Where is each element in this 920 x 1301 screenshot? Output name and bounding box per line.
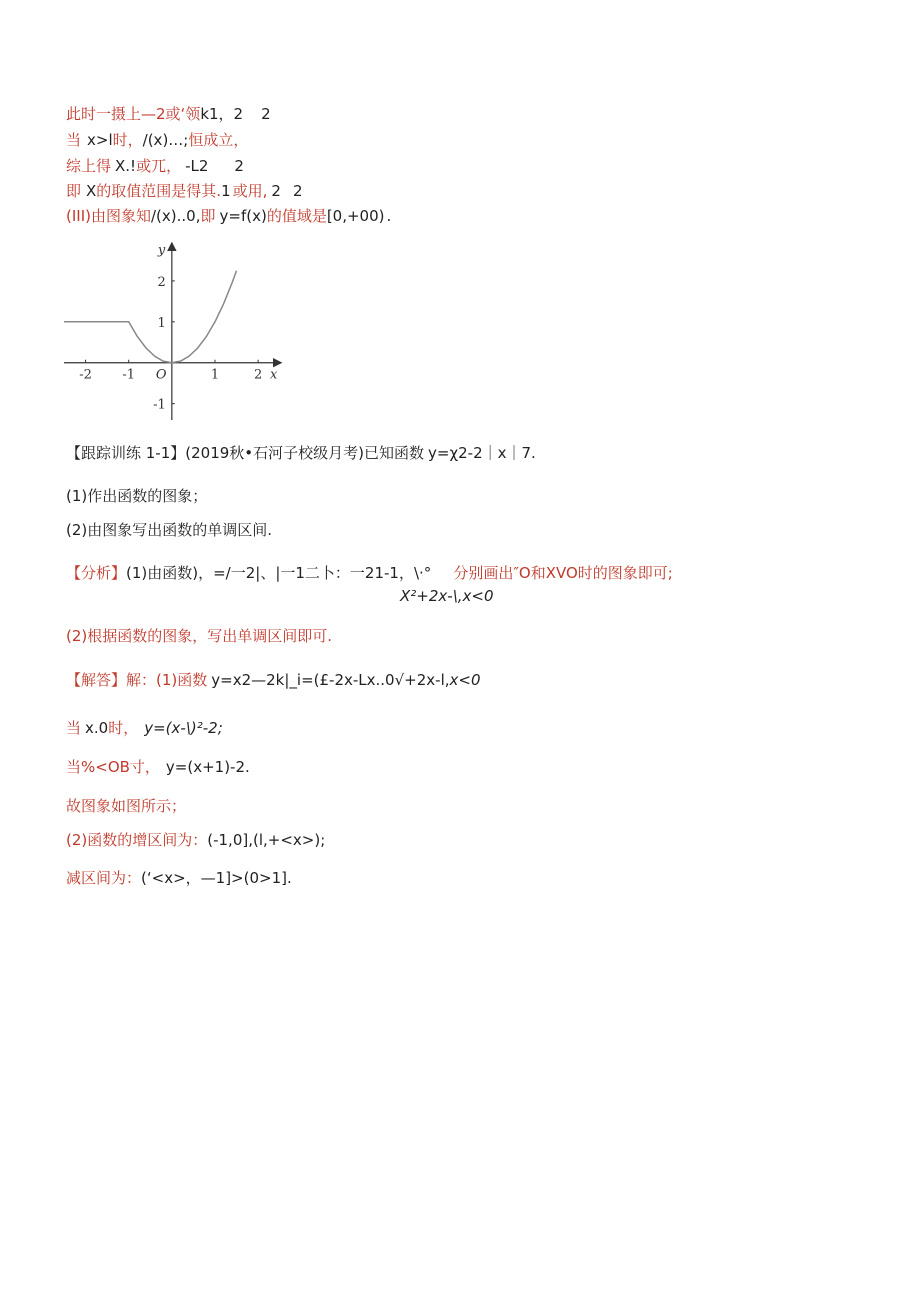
line-5-text-a: 由图象知 xyxy=(90,207,151,225)
line-2-text-a: 当 xyxy=(66,131,82,149)
y-tick-label: 1 xyxy=(157,315,166,331)
y-tick-label: 2 xyxy=(157,274,166,290)
analysis-2: (2)根据函数的图象，写出单调区间即可. xyxy=(66,627,333,645)
x-tick-label: 2 xyxy=(253,367,263,383)
exercise-source: (2019秋•石河子校级月考)已知函数 xyxy=(185,444,425,462)
case-2 xyxy=(66,757,250,777)
increasing-label: (2)函数的增区间为： xyxy=(66,831,208,849)
line-4-text-c: 或用, xyxy=(232,182,268,200)
answer-tag: 【解答】 xyxy=(66,671,127,689)
line-1-text: 此时一摄上—2或‘领 xyxy=(66,105,201,123)
line-4-math-a: X xyxy=(86,182,97,200)
decreasing-label: 减区间为： xyxy=(66,869,142,887)
exercise-title xyxy=(66,443,536,463)
question-1: (1)作出函数的图象； xyxy=(66,487,208,505)
function-graph xyxy=(64,240,284,420)
line-5-text-b: 即 xyxy=(200,207,216,225)
line-3-math-c: 2 xyxy=(234,157,244,175)
case-1 xyxy=(66,718,223,738)
line-5-part-label: (III) xyxy=(66,207,91,225)
line-4-text-a: 即 xyxy=(66,182,82,200)
increasing-intervals xyxy=(66,830,325,850)
line-5 xyxy=(66,206,391,226)
line-2-text-c: 恒成立， xyxy=(188,131,249,149)
line-3-math-b: -L2 xyxy=(185,157,209,175)
x-axis-label: x xyxy=(270,367,278,383)
decreasing-intervals xyxy=(66,868,292,888)
exercise-function: y=χ2-2｜x｜7. xyxy=(428,444,536,462)
line-5-text-c: 的值域是 xyxy=(266,207,327,225)
case-1-math-b: y=(x-\)²-2; xyxy=(144,719,223,737)
line-5-math-c: [0,+00) xyxy=(326,207,385,225)
line-3 xyxy=(66,156,244,176)
analysis-line xyxy=(66,563,673,583)
case-2-math: y=(x+1)-2. xyxy=(165,758,250,776)
case-1-math-a: x.0 xyxy=(85,719,109,737)
answer-function: y=x2—2k|_i=(£-2x-Lx..0√+2x-l, xyxy=(211,671,450,689)
function-curve xyxy=(64,271,237,363)
case-1-text-b: 时， xyxy=(108,719,139,737)
line-2 xyxy=(66,130,248,150)
line-2-math-a: x>l xyxy=(87,131,113,149)
y-axis-label: y xyxy=(157,243,166,258)
answer-text: 解：(1)函数 xyxy=(126,671,208,689)
line-2-text-b: 时， xyxy=(112,131,143,149)
line-4-math-d: 2 xyxy=(292,182,303,200)
line-5-period: . xyxy=(386,207,392,225)
line-1-value-2: 2 xyxy=(261,105,271,123)
decreasing-value: (‘<x>，—1]>(0>1]. xyxy=(141,869,292,887)
analysis-piecewise: X²+2x-\,x<0 xyxy=(400,587,494,605)
x-tick-label: -2 xyxy=(79,367,92,383)
analysis-tag: 【分析】 xyxy=(66,564,127,582)
line-5-math-b: y=f(x) xyxy=(219,207,267,225)
analysis-text-2: 分别画出″O和XVO时的图象即可; xyxy=(453,564,673,582)
origin-label: O xyxy=(155,367,167,383)
conclusion: 故图象如图所示； xyxy=(66,797,187,815)
case-1-text-a: 当 xyxy=(66,719,82,737)
x-tick-label: 1 xyxy=(210,367,220,383)
case-2-text: 当%<OB寸， xyxy=(66,758,160,776)
line-1-value: k1，2 xyxy=(200,105,244,123)
line-3-text-a: 综上得 xyxy=(66,157,112,175)
answer-line xyxy=(66,670,481,690)
analysis-text: (1)由函数)，=/一2|、|一1二卜：一21-1，\·° xyxy=(126,564,432,582)
answer-condition: x<0 xyxy=(449,671,481,689)
line-5-math-a: /(x)..0, xyxy=(151,207,201,225)
question-2: (2)由图象写出函数的单调区间. xyxy=(66,521,273,539)
y-tick-label: -1 xyxy=(153,397,166,413)
exercise-tag: 【跟踪训练 1-1】 xyxy=(66,444,186,462)
line-2-math-b: /(x)…; xyxy=(142,131,189,149)
increasing-value: (-1,0],(l,+<x>); xyxy=(207,831,326,849)
line-1 xyxy=(66,104,271,124)
line-3-math-a: X.! xyxy=(115,157,137,175)
line-3-text-b: 或兀， xyxy=(136,157,182,175)
x-tick-label: -1 xyxy=(122,367,136,383)
line-4-math-b: 1 xyxy=(221,182,231,200)
line-4-math-c: 2 xyxy=(271,182,281,200)
line-4 xyxy=(66,181,303,201)
line-4-text-b: 的取值范围是得其. xyxy=(96,182,222,200)
